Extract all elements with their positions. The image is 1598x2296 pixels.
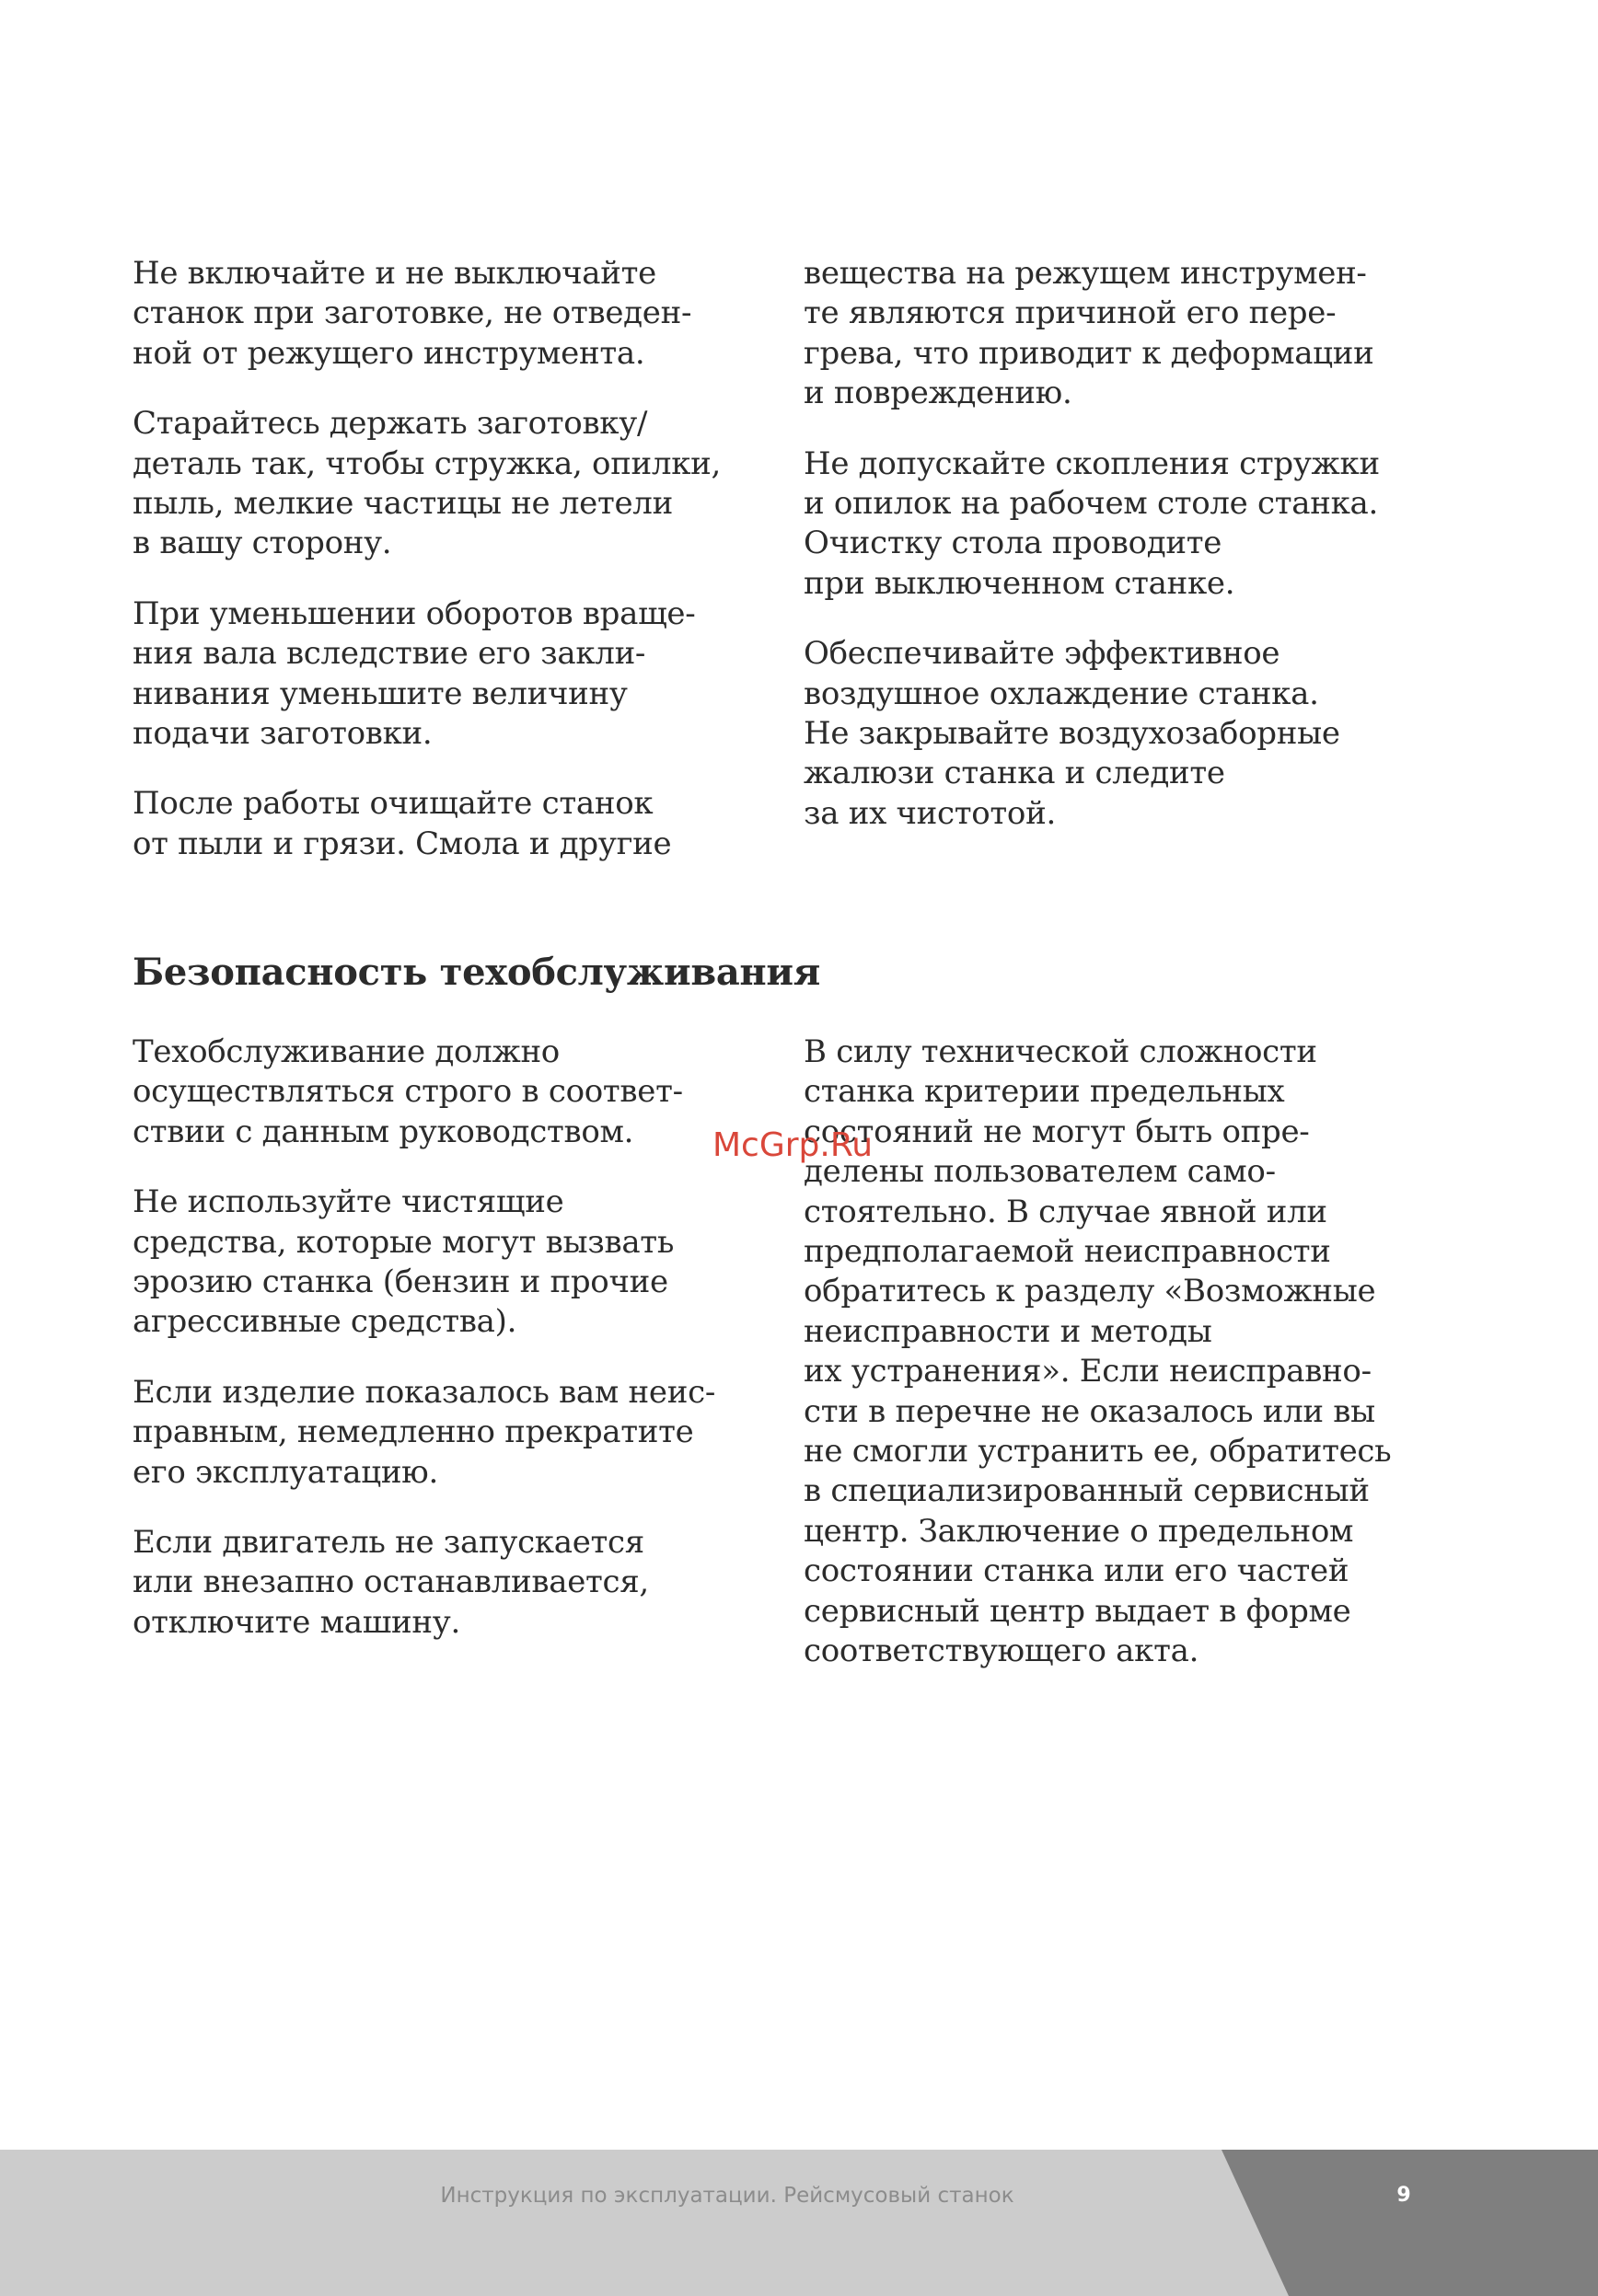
bottom-left-column: [133, 1033, 814, 1673]
paragraph: При уменьшении оборотов враще- ния вала вследствие его закли- нивания уменьшите величину подачи заготовки.: [133, 594, 696, 753]
paragraph: Старайтесь держать заготовку/ деталь так, чтобы стружка, опилки, пыль, мелкие частицы не летели в вашу сторону.: [133, 405, 722, 562]
paragraph: Обеспечивайте эффективное воздушное охлаждение станка. Не закрывайте воздухозаборные жалюзи станка и следите за их чистотой.: [804, 635, 1340, 832]
page-footer: [0, 2150, 1598, 2296]
paragraph: Если двигатель не запускается или внезапно останавливается, отключите машину.: [133, 1524, 649, 1641]
paragraph: Не используйте чистящие средства, которые могут вызвать эрозию станка (бензин и прочие агрессивные средства).: [133, 1183, 675, 1341]
footer-title: Инструкция по эксплуатации. Рейсмусовый станок: [440, 2184, 1014, 2208]
paragraph: вещества на режущем инструмен- те являются причиной его пере- грева, что приводит к деформации и повреждению.: [804, 255, 1374, 412]
top-right-column: [804, 254, 1485, 864]
section-heading: Безопасность техобслуживания: [133, 951, 821, 994]
paragraph: Если изделие показалось вам неис- правным, немедленно прекратите его эксплуатацию.: [133, 1373, 716, 1491]
paragraph: Техобслуживание должно осуществляться строго в соответ- ствии с данным руководством.: [133, 1033, 683, 1150]
page-number: 9: [1396, 2184, 1411, 2207]
paragraph: Не допускайте скопления стружки и опилок на рабочем столе станка. Очистку стола проводите при выключенном станке.: [804, 444, 1380, 602]
watermark: McGrp.Ru: [712, 1126, 874, 1164]
bottom-right-column: [804, 1033, 1485, 1702]
paragraph: В силу технической сложности станка критерии предельных состояний не могут быть опре- делены пользователем само- стоятельно. В случае явной или предполагаемой неисправности обратитесь к разделу «Возможные неисправности и методы их устранения». Если неисправно- сти в перечне не оказалось или вы не смогли устранить ее, обратитесь в специализированный сервисный центр. Заключение о предельном состоянии станка или его частей сервисный центр выдает в форме соответствующего акта.: [804, 1033, 1392, 1670]
paragraph: После работы очищайте станок от пыли и грязи. Смола и другие: [133, 785, 672, 862]
paragraph: Не включайте и не выключайте станок при заготовке, не отведен- ной от режущего инструмента.: [133, 255, 692, 372]
top-left-column: [133, 254, 814, 894]
